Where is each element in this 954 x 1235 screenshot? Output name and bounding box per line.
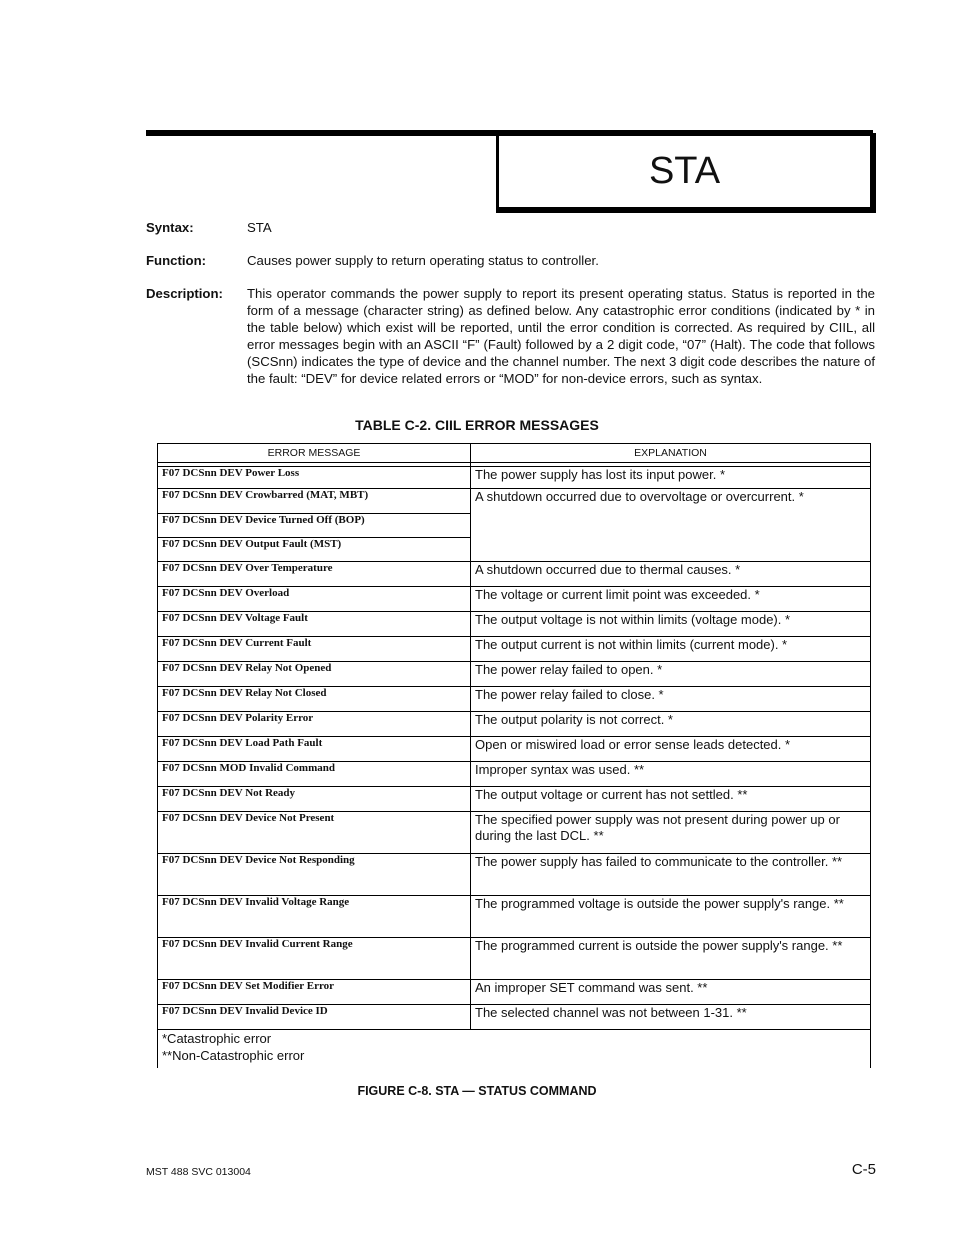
table-row <box>158 787 871 812</box>
error-explanation: The power relay failed to open. * <box>471 662 871 687</box>
table-row <box>158 612 871 637</box>
error-explanation: The output voltage is not within limits (voltage mode). * <box>471 612 871 637</box>
error-message: F07 DCSnn DEV Power Loss <box>158 467 471 489</box>
function-label: Function: <box>146 253 207 268</box>
header-explanation: EXPLANATION <box>471 444 871 463</box>
error-message: F07 DCSnn DEV Device Not Present <box>158 812 471 854</box>
error-message: F07 DCSnn DEV Relay Not Opened <box>158 662 471 687</box>
table-row <box>158 980 871 1005</box>
footnote-non-catastrophic: **Non-Catastrophic error <box>162 1048 305 1063</box>
error-explanation: Open or miswired load or error sense leads detected. * <box>471 737 871 762</box>
header-error-message: ERROR MESSAGE <box>158 444 471 463</box>
table-row <box>158 737 871 762</box>
table-row <box>158 896 871 938</box>
footer-doc-id: MST 488 SVC 013004 <box>146 1166 251 1178</box>
ciil-error-table <box>157 443 871 1068</box>
error-message: F07 DCSnn DEV Current Fault <box>158 637 471 662</box>
error-explanation: The programmed current is outside the power supply's range. ** <box>471 938 871 980</box>
error-message: F07 DCSnn DEV Load Path Fault <box>158 737 471 762</box>
error-message: F07 DCSnn DEV Relay Not Closed <box>158 687 471 712</box>
error-explanation: The output voltage or current has not settled. ** <box>471 787 871 812</box>
figure-caption: FIGURE C-8. STA — STATUS COMMAND <box>357 1084 597 1098</box>
table-row <box>158 812 871 854</box>
error-message: F07 DCSnn DEV Voltage Fault <box>158 612 471 637</box>
table-title: TABLE C-2. CIIL ERROR MESSAGES <box>355 417 599 433</box>
description-label: Description: <box>146 286 223 301</box>
error-explanation: The power supply has lost its input power. * <box>471 467 871 489</box>
function-value: Causes power supply to return operating status to controller. <box>247 253 599 268</box>
table-row <box>158 637 871 662</box>
error-explanation: A shutdown occurred due to overvoltage or overcurrent. * <box>471 489 871 562</box>
error-message: F07 DCSnn DEV Set Modifier Error <box>158 980 471 1005</box>
footnote-row <box>158 1030 871 1068</box>
error-message: F07 DCSnn DEV Crowbarred (MAT, MBT) <box>158 489 471 514</box>
table-row <box>158 489 871 514</box>
table-row <box>158 587 871 612</box>
error-message: F07 DCSnn DEV Polarity Error <box>158 712 471 737</box>
title-box <box>496 133 876 213</box>
table-row <box>158 687 871 712</box>
footnote-catastrophic: *Catastrophic error <box>162 1031 272 1046</box>
table-row <box>158 938 871 980</box>
table-row <box>158 662 871 687</box>
error-explanation: The programmed voltage is outside the power supply's range. ** <box>471 896 871 938</box>
error-explanation: The specified power supply was not present during power up or during the last DCL. ** <box>471 812 871 854</box>
syntax-label: Syntax: <box>146 220 194 235</box>
footnotes <box>158 1030 871 1068</box>
error-explanation: A shutdown occurred due to thermal causes. * <box>471 562 871 587</box>
error-explanation: The voltage or current limit point was exceeded. * <box>471 587 871 612</box>
error-explanation: The output polarity is not correct. * <box>471 712 871 737</box>
table-row <box>158 854 871 896</box>
syntax-value: STA <box>247 220 272 235</box>
error-explanation: The power relay failed to close. * <box>471 687 871 712</box>
error-explanation: Improper syntax was used. ** <box>471 762 871 787</box>
error-message: F07 DCSnn DEV Invalid Voltage Range <box>158 896 471 938</box>
error-explanation: An improper SET command was sent. ** <box>471 980 871 1005</box>
error-message: F07 DCSnn DEV Over Temperature <box>158 562 471 587</box>
table-row <box>158 712 871 737</box>
error-explanation: The selected channel was not between 1-31. ** <box>471 1005 871 1030</box>
error-message: F07 DCSnn MOD Invalid Command <box>158 762 471 787</box>
table-header-row <box>158 444 871 463</box>
description-value: This operator commands the power supply to report its present operating status. Status is reported in the form of a message (character string) as defined below. Any catastrophic error conditions (indicated by * in the table below) which exist will be reported, until the error condition is corrected. As required by CIIL, all error messages begin with an ASCII “F” (Fault) followed by a 2 digit code, “07” (Halt). The code that follows (SCSnn) indicates the type of device and the channel number. The next 3 digit code describes the nature of the fault: “DEV” for device related errors or “MOD” for non-device errors, such as syntax. <box>247 286 875 386</box>
footer-page-number: C-5 <box>851 1161 876 1178</box>
error-explanation: The power supply has failed to communicate to the controller. ** <box>471 854 871 896</box>
table-row <box>158 1005 871 1030</box>
error-message: F07 DCSnn DEV Invalid Device ID <box>158 1005 471 1030</box>
error-explanation: The output current is not within limits (current mode). * <box>471 637 871 662</box>
table-row <box>158 562 871 587</box>
table-row <box>158 762 871 787</box>
error-message: F07 DCSnn DEV Device Not Responding <box>158 854 471 896</box>
table-row <box>158 467 871 489</box>
error-message: F07 DCSnn DEV Output Fault (MST) <box>158 538 471 562</box>
page-title: STA <box>648 150 721 192</box>
error-message: F07 DCSnn DEV Device Turned Off (BOP) <box>158 514 471 538</box>
error-message: F07 DCSnn DEV Not Ready <box>158 787 471 812</box>
error-message: F07 DCSnn DEV Invalid Current Range <box>158 938 471 980</box>
error-message: F07 DCSnn DEV Overload <box>158 587 471 612</box>
